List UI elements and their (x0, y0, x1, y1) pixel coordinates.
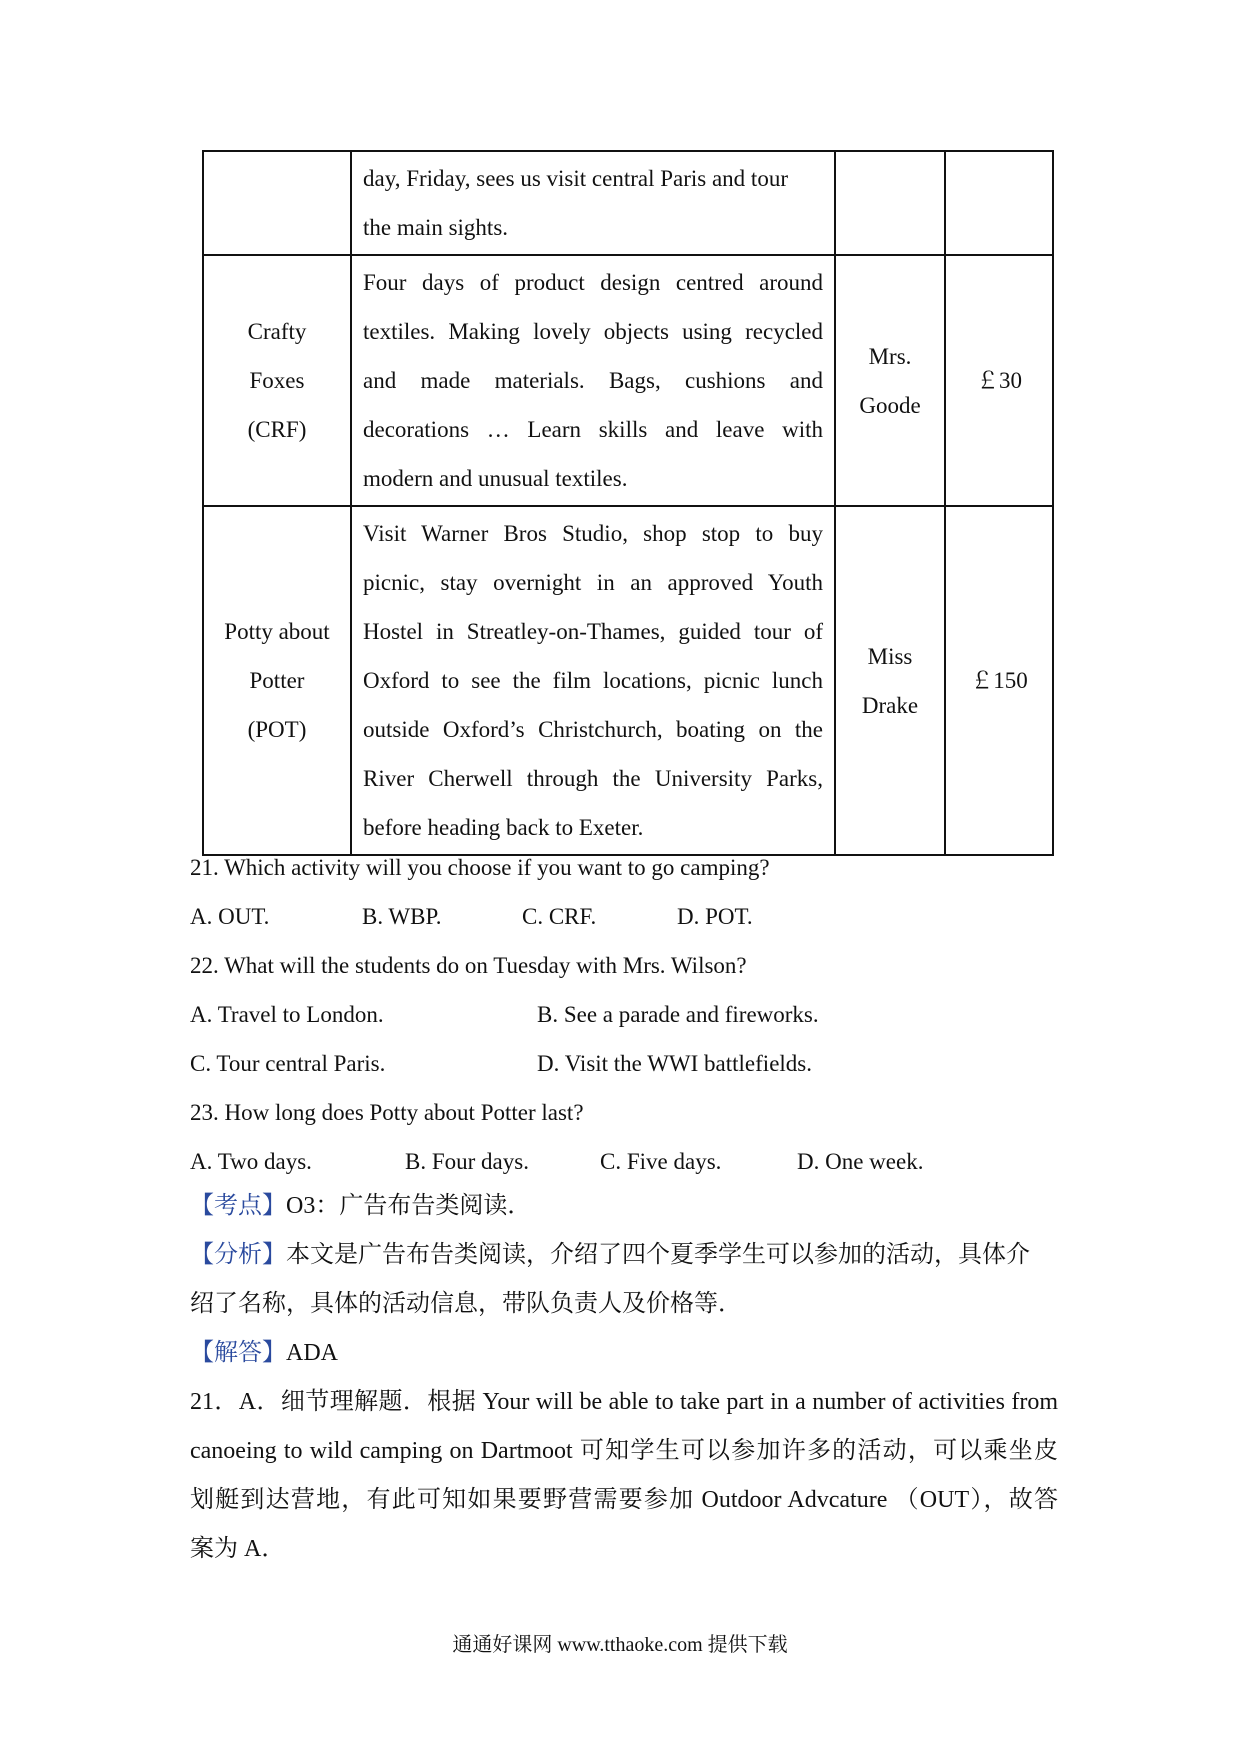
kaodian-label: 【考点】 (190, 1193, 286, 1219)
activity-description-cell: Visit Warner Bros Studio, shop stop to buy picnic, stay overnight in an approved Youth Hostel in Streatley-on-Thames, guided tour of Oxford to see the film locations, picnic lunch outside Oxford’s Christchurch, boating on the River Cherwell through the University Parks, before heading back to Exeter. (351, 506, 835, 855)
question-23-stem: 23. How long does Potty about Potter last? (190, 1100, 584, 1125)
option-d: D. One week. (797, 1149, 924, 1174)
option-a: A. Two days. (190, 1149, 312, 1174)
page-footer: 通通好课网 www.tthaoke.com 提供下载 (452, 1634, 788, 1656)
jieda-line (190, 1329, 1058, 1378)
option-d: D. POT. (677, 904, 753, 929)
table-row (203, 151, 1053, 255)
fenxi-label: 【分析】 (190, 1242, 286, 1268)
activity-name-cell: Potty about Potter (POT) (203, 506, 351, 855)
option-b: B. Four days. (405, 1149, 529, 1174)
question-22-options-row1 (190, 990, 1060, 1039)
option-d: D. Visit the WWI battlefields. (537, 1051, 812, 1076)
option-a: A. Travel to London. (190, 1002, 384, 1027)
jieda-label: 【解答】 (190, 1340, 286, 1366)
fenxi-line-1 (190, 1231, 1058, 1280)
option-b: B. WBP. (362, 904, 442, 929)
answer-analysis (190, 1182, 1058, 1574)
option-c: C. CRF. (522, 904, 597, 929)
fenxi-line-2: 绍了名称，具体的活动信息，带队负责人及价格等． (190, 1291, 742, 1317)
option-b: B. See a parade and fireworks. (537, 1002, 819, 1027)
question-list (190, 843, 1060, 1186)
explanation-line-1: 21．A．细节理解题．根据 Your will be able to take part in a number of activities from (190, 1389, 1058, 1415)
option-c: C. Five days. (600, 1149, 722, 1174)
explanation-line-2: canoeing to wild camping on Dartmoot 可知学生可以参加许多的活动，可以乘坐皮 (190, 1438, 1058, 1464)
question-22-stem: 22. What will the students do on Tuesday with Mrs. Wilson? (190, 953, 747, 978)
activity-price-cell: ￡150 (945, 506, 1053, 855)
question-21-stem: 21. Which activity will you choose if you want to go camping? (190, 855, 770, 880)
table-row (203, 506, 1053, 855)
kaodian-text: O3：广告布告类阅读． (286, 1193, 532, 1219)
explanation-line-4: 案为 A． (190, 1536, 286, 1562)
fenxi-text-1: 本文是广告布告类阅读，介绍了四个夏季学生可以参加的活动，具体介 (286, 1242, 1030, 1268)
option-a: A. OUT. (190, 904, 270, 929)
activity-price-cell: ￡30 (945, 255, 1053, 506)
activity-leader-cell: Mrs. Goode (835, 255, 945, 506)
question-23-options (190, 1137, 1060, 1186)
explanation-line-3: 划艇到达营地，有此可知如果要野营需要参加 Outdoor Advcature （OUT），故答 (190, 1487, 1058, 1513)
kaodian-line (190, 1182, 1058, 1231)
activity-name-cell (203, 151, 351, 255)
table-row (203, 255, 1053, 506)
activity-name-cell: Crafty Foxes (CRF) (203, 255, 351, 506)
question-22-options-row2 (190, 1039, 1060, 1088)
activity-leader-cell: Miss Drake (835, 506, 945, 855)
jieda-text: ADA (286, 1340, 338, 1366)
option-c: C. Tour central Paris. (190, 1051, 386, 1076)
activities-table (202, 150, 1054, 856)
activity-description-cell: day, Friday, sees us visit central Paris and tour the main sights. (351, 151, 835, 255)
activity-price-cell (945, 151, 1053, 255)
activity-description-cell: Four days of product design centred around textiles. Making lovely objects using recycled and made materials. Bags, cushions and decorations … Learn skills and leave with modern and unusual textiles. (351, 255, 835, 506)
question-21-options (190, 892, 1060, 941)
activity-leader-cell (835, 151, 945, 255)
